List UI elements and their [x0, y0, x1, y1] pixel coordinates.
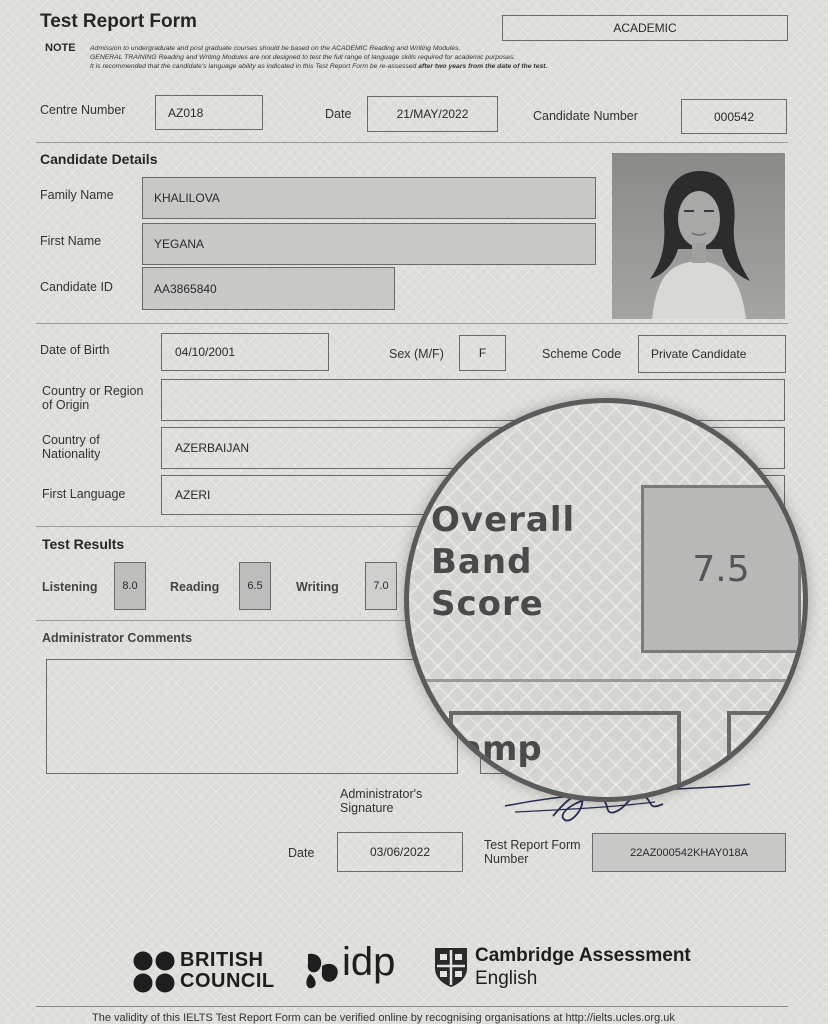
writing-score-value: 7.0: [373, 580, 389, 592]
date-of-birth-label: Date of Birth: [40, 343, 110, 357]
listening-label: Listening: [42, 580, 98, 594]
first-language-label: First Language: [42, 487, 126, 501]
note-label: NOTE: [45, 42, 76, 54]
overall-label-line3: Score: [431, 584, 544, 624]
date-of-birth-field: [161, 333, 329, 371]
sex-label: Sex (M/F): [389, 347, 444, 361]
date-label: Date: [325, 107, 352, 121]
centre-number-value: AZ018: [168, 105, 204, 120]
sex-value: F: [478, 346, 487, 360]
scheme-code-field: [638, 335, 786, 373]
nationality-label-line2: Nationality: [42, 447, 101, 461]
centre-number-field: [155, 95, 263, 130]
form-title: Test Report Form: [40, 11, 197, 32]
note-line-3a: It is recommended that the candidate's language ability as indicated in this Test Report Form be re-assessed: [90, 63, 417, 70]
writing-score: [365, 562, 397, 610]
candidate-details-heading: Candidate Details: [40, 151, 158, 167]
scheme-code-label: Scheme Code: [542, 347, 622, 361]
magnified-stamp-text: amp: [459, 729, 542, 769]
family-name-value: KHALILOVA: [154, 191, 220, 205]
test-results-heading: Test Results: [42, 536, 125, 552]
test-date-field: [367, 96, 498, 132]
trf-number-value: 22AZ000542KHAY018A: [630, 846, 748, 859]
note-text: [90, 44, 770, 71]
reading-score-value: 6.5: [247, 580, 263, 592]
listening-score-value: 8.0: [122, 580, 138, 592]
admin-comments-label: Administrator Comments: [42, 631, 193, 645]
magnified-divider: [409, 679, 803, 682]
sex-field: [459, 335, 506, 371]
cambridge-shield-icon: [433, 946, 469, 988]
test-date-value: 21/MAY/2022: [396, 107, 469, 121]
nationality-label: [42, 433, 100, 461]
module-value: ACADEMIC: [613, 21, 677, 35]
date-of-birth-value: 04/10/2001: [175, 345, 236, 359]
candidate-photo: [612, 153, 785, 319]
note-line-3b: after two years from the date of the test.: [418, 63, 548, 70]
british-council-line2: COUNCIL: [180, 970, 275, 992]
admin-date-label: Date: [288, 846, 315, 860]
divider: [36, 142, 788, 143]
candidate-id-field: [142, 267, 395, 310]
scheme-code-value: Private Candidate: [651, 347, 747, 361]
british-council-wordmark: [180, 950, 275, 992]
magnifier-lens: [404, 398, 808, 802]
note-line-1: Admission to undergraduate and post graduate courses should be based on the ACADEMIC Reading and Writing Modules.: [90, 45, 461, 52]
family-name-field: [142, 177, 596, 219]
candidate-id-value: AA3865840: [154, 281, 217, 296]
listening-score: [114, 562, 146, 610]
overall-label-line1: Overall: [431, 500, 576, 540]
note-line-2: GENERAL TRAINING Reading and Writing Modules are not designed to test the full range of language skills required for academic purposes.: [90, 54, 516, 61]
candidate-id-label: Candidate ID: [40, 280, 113, 294]
overall-band-label: [431, 499, 575, 625]
trf-number-label-line1: Test Report Form: [484, 838, 581, 852]
reading-score: [239, 562, 271, 610]
country-origin-label-line1: Country or Region: [42, 384, 144, 398]
overall-label-line2: Band: [431, 542, 533, 582]
magnified-right-box: [727, 711, 807, 802]
country-origin-label-line2: of Origin: [42, 398, 90, 412]
candidate-number-value: 000542: [713, 109, 755, 124]
cambridge-line1: Cambridge Assessment: [475, 945, 691, 966]
trf-number-label: [484, 838, 581, 866]
candidate-number-label: Candidate Number: [533, 109, 638, 123]
family-name-label: Family Name: [40, 188, 114, 202]
trf-number-field: [592, 833, 786, 872]
footer-divider: [36, 1006, 788, 1007]
divider: [36, 323, 788, 324]
note-line-3: [90, 62, 770, 71]
idp-wordmark: idp: [342, 940, 396, 984]
overall-band-score-box: [641, 485, 801, 653]
country-origin-label: [42, 384, 143, 412]
validity-note: The validity of this IELTS Test Report Form can be verified online by recognising organisations at http://ielts.ucles.org.uk: [92, 1012, 675, 1024]
centre-number-label: Centre Number: [40, 103, 126, 117]
admin-date-value: 03/06/2022: [369, 845, 431, 859]
nationality-value: AZERBAIJAN: [175, 441, 250, 455]
module-box: [502, 15, 788, 41]
idp-logo-icon: [300, 946, 346, 992]
first-name-value: YEGANA: [154, 237, 205, 251]
first-language-value: AZERI: [175, 488, 211, 502]
british-council-logo-icon: [132, 950, 176, 994]
cambridge-line2: English: [475, 968, 538, 989]
admin-date-field: [337, 832, 463, 872]
admin-signature-label-line2: Signature: [340, 801, 394, 815]
first-name-field: [142, 223, 596, 265]
admin-signature-label-line1: Administrator's: [340, 787, 423, 801]
reading-label: Reading: [170, 580, 220, 594]
candidate-portrait-image: [612, 153, 785, 319]
admin-signature-label: [340, 787, 422, 815]
admin-comments-field: [46, 659, 458, 774]
country-origin-field: [161, 379, 785, 421]
first-name-label: First Name: [40, 234, 102, 248]
overall-band-score-value: 7.5: [692, 548, 750, 590]
cambridge-wordmark: [475, 944, 691, 990]
british-council-line1: BRITISH: [180, 949, 264, 971]
writing-label: Writing: [296, 580, 339, 594]
trf-number-label-line2: Number: [484, 852, 529, 866]
candidate-number-field: [681, 99, 787, 134]
nationality-label-line1: Country of: [42, 433, 100, 447]
